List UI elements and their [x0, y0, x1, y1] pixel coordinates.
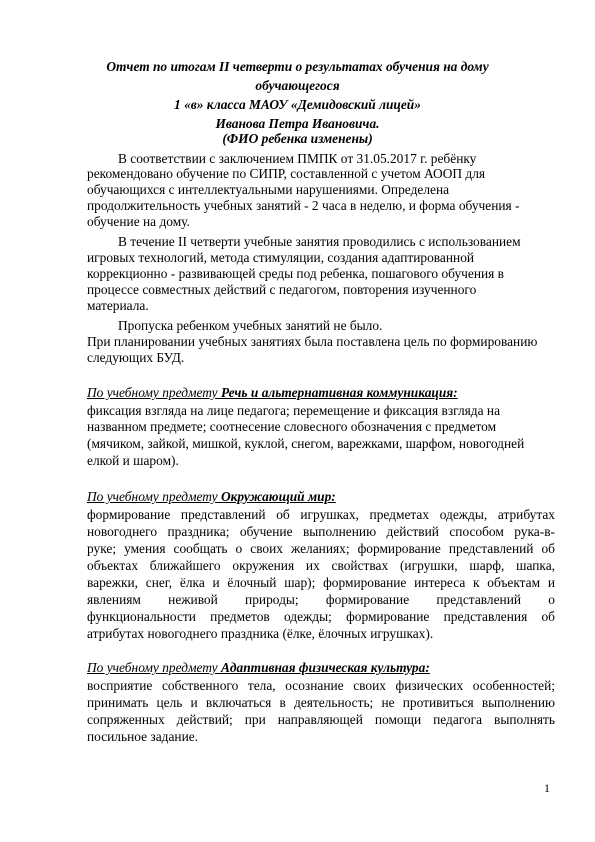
- intro-p1-line-3: обучающихся с интеллектуальными нарушениями. Определена: [87, 182, 450, 197]
- intro-p2-line-4: процессе совместных действий с педагогом, повторения изученного: [87, 282, 477, 297]
- section-1-line-2: названном предмете; соотнесение словесного обозначения с предметом: [87, 419, 497, 434]
- section-1-prefix: По учебному предмету: [87, 385, 221, 400]
- intro-p3: Пропуска ребенком учебных занятий не было.: [118, 318, 383, 333]
- section-2-line-4: объектах ближайшего окружения их свойствах (игрушки, шарф, шапка,: [87, 558, 555, 573]
- title-line-4: Иванова Петра Ивановича.: [215, 116, 380, 131]
- section-2-line-2: новогоднего праздника; обучение выполнению действий способом рука-в-: [87, 524, 555, 539]
- intro-p2-line-3: коррекционно - развивающей среды под ребенка, пошагового обучения в: [87, 266, 505, 281]
- section-2-line-3: руке; умения сообщать о своих желаниях; формирование представлений об: [87, 541, 555, 556]
- section-3-prefix: По учебному предмету: [87, 660, 221, 675]
- title-line-5: (ФИО ребенка изменены): [222, 131, 373, 146]
- intro-p2-line-2: игровых технологий, метода стимуляции, создания адаптированной: [87, 250, 475, 265]
- section-1-line-3: (мячиком, зайкой, мишкой, куклой, снегом, варежками, шарфом, новогодней: [87, 436, 525, 451]
- section-1-line-4: елкой и шаром).: [87, 453, 179, 468]
- title-line-1: Отчет по итогам II четверти о результатах обучения на дому: [106, 59, 489, 74]
- section-1-line-1: фиксация взгляда на лице педагога; перемещение и фиксация взгляда на: [87, 403, 501, 418]
- section-2-line-8: атрибутах новогоднего праздника (ёлке, ёлочных игрушках).: [87, 626, 434, 641]
- section-3-subject: Адаптивная физическая культура:: [220, 660, 430, 675]
- section-2-heading: [87, 489, 336, 504]
- section-2-line-1: формирование представлений об игрушках, предметах одежды, атрибутах: [87, 507, 555, 522]
- intro-p4-line-1: При планировании учебных занятиях была поставлена цель по формированию: [87, 334, 538, 349]
- intro-p4-line-2: следующих БУД.: [87, 350, 185, 365]
- section-3-heading: [87, 660, 430, 675]
- section-3-line-2: принимать цель и включаться в деятельность; не противиться выполнению: [87, 695, 555, 710]
- section-1-heading: [87, 385, 458, 400]
- title-line-2: обучающегося: [255, 78, 340, 93]
- section-2-line-7: функциональности предметов одежды; формирование представления об: [87, 609, 555, 624]
- intro-p1-line-5: обучение на дому.: [87, 214, 190, 229]
- title-line-3: 1 «в» класса МАОУ «Демидовский лицей»: [174, 97, 421, 112]
- section-2-line-5: варежки, снег, ёлка и ёлочный шар); формирование интереса к объектам и: [87, 575, 555, 590]
- section-2-line-6: явлениям неживой природы; формирование представлений о: [87, 592, 555, 607]
- intro-p2-line-5: материала.: [87, 298, 149, 313]
- intro-p2-line-1: В течение II четверти учебные занятия проводились с использованием: [118, 234, 521, 249]
- intro-p1-line-1: В соответствии с заключением ПМПК от 31.05.2017 г. ребёнку: [118, 151, 477, 166]
- page-number: 1: [544, 781, 550, 795]
- section-3-line-4: посильное задание.: [87, 729, 199, 744]
- section-1-subject: Речь и альтернативная коммуникация:: [220, 385, 458, 400]
- section-2-subject: Окружающий мир:: [220, 489, 336, 504]
- section-3-line-1: восприятие собственного тела, осознание своих физических особенностей;: [87, 678, 555, 693]
- intro-p1-line-4: продолжительность учебных занятий - 2 часа в неделю, и форма обучения -: [87, 198, 520, 213]
- section-2-prefix: По учебному предмету: [87, 489, 221, 504]
- intro-p1-line-2: рекомендовано обучение по СИПР, составленной с учетом АООП для: [87, 166, 486, 181]
- section-3-line-3: сопряженных действий; при направляющей помощи педагога выполнять: [87, 712, 555, 727]
